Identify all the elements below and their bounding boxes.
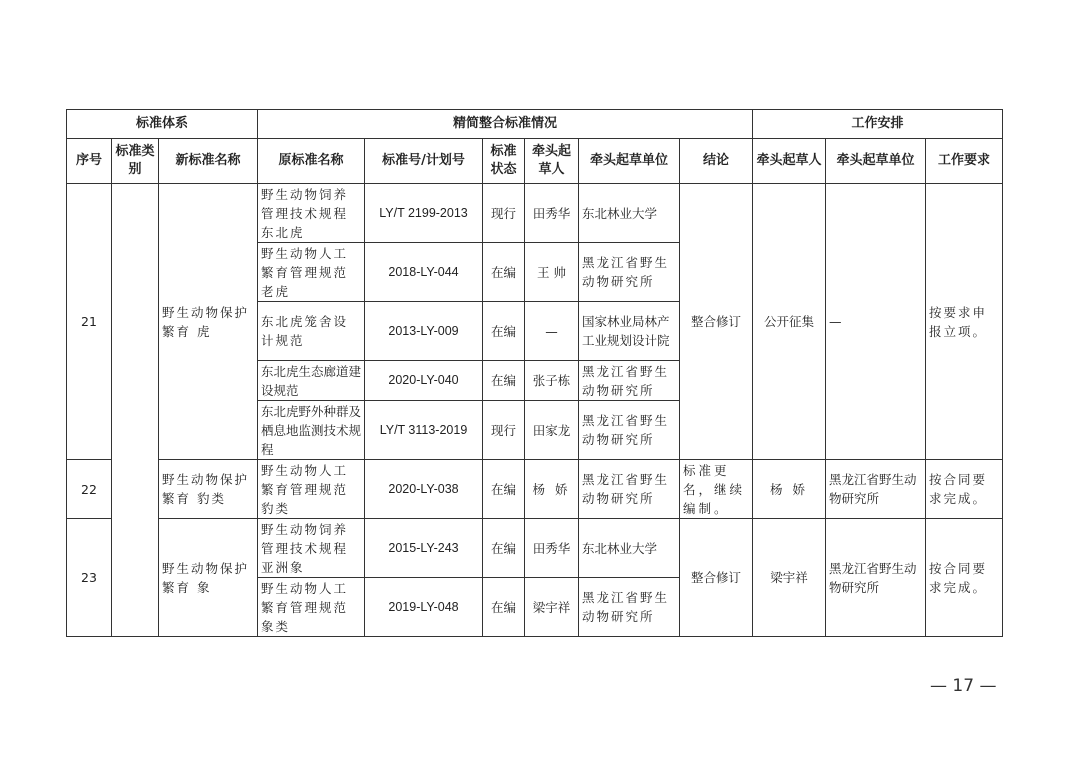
col-work-drafter: 牵头起草人 [753, 139, 826, 184]
drafter-cell: 梁宇祥 [525, 578, 579, 637]
drafter-cell: 杨 娇 [525, 460, 579, 519]
orig-name-cell: 野生动物人工繁育管理规范 豹类 [258, 460, 365, 519]
seq-cell: 21 [67, 184, 112, 460]
status-cell: 在编 [483, 302, 525, 361]
table-row [67, 184, 1003, 243]
drafter-cell: 张子栋 [525, 361, 579, 401]
std-no-cell: LY/T 3113-2019 [365, 401, 483, 460]
col-work-unit: 牵头起草单位 [826, 139, 926, 184]
status-cell: 在编 [483, 519, 525, 578]
table-row [67, 519, 1003, 578]
col-orig-name: 原标准名称 [258, 139, 365, 184]
unit-cell: 黑龙江省野生动物研究所 [579, 401, 680, 460]
new-name-cell: 野生动物保护繁育 象 [159, 519, 258, 637]
table-row [67, 460, 1003, 519]
std-no-cell: 2013-LY-009 [365, 302, 483, 361]
status-cell: 在编 [483, 243, 525, 302]
orig-name-cell: 野生动物饲养管理技术规程 亚洲象 [258, 519, 365, 578]
drafter-cell: 田家龙 [525, 401, 579, 460]
std-no-cell: 2020-LY-038 [365, 460, 483, 519]
status-cell: 在编 [483, 578, 525, 637]
requirement-cell: 按要求申报立项。 [926, 184, 1003, 460]
drafter-cell: 田秀华 [525, 184, 579, 243]
col-drafter: 牵头起草人 [525, 139, 579, 184]
standards-table [66, 109, 1003, 637]
unit-cell: 东北林业大学 [579, 519, 680, 578]
col-new-name: 新标准名称 [159, 139, 258, 184]
col-requirement: 工作要求 [926, 139, 1003, 184]
conclusion-cell: 整合修订 [680, 519, 753, 637]
orig-name-cell: 东北虎生态廊道建设规范 [258, 361, 365, 401]
seq-cell: 22 [67, 460, 112, 519]
requirement-cell: 按合同要求完成。 [926, 519, 1003, 637]
orig-name-cell: 东北虎笼舍设计规范 [258, 302, 365, 361]
orig-name-cell: 野生动物人工繁育管理规范 象类 [258, 578, 365, 637]
unit-cell: 东北林业大学 [579, 184, 680, 243]
unit-cell: 黑龙江省野生动物研究所 [579, 578, 680, 637]
std-no-cell: LY/T 2199-2013 [365, 184, 483, 243]
std-no-cell: 2020-LY-040 [365, 361, 483, 401]
seq-cell: 23 [67, 519, 112, 637]
status-cell: 在编 [483, 361, 525, 401]
unit-cell: 国家林业局林产工业规划设计院 [579, 302, 680, 361]
col-unit: 牵头起草单位 [579, 139, 680, 184]
header-integration-status: 精简整合标准情况 [258, 110, 753, 139]
drafter-cell: 王 帅 [525, 243, 579, 302]
col-conclusion: 结论 [680, 139, 753, 184]
work-unit-cell: 黑龙江省野生动物研究所 [826, 519, 926, 637]
unit-cell: 黑龙江省野生动物研究所 [579, 460, 680, 519]
page-number: — 17 — [930, 676, 997, 696]
work-drafter-cell: 杨 娇 [753, 460, 826, 519]
unit-cell: 黑龙江省野生动物研究所 [579, 361, 680, 401]
col-seq: 序号 [67, 139, 112, 184]
header-row-groups [67, 110, 1003, 139]
new-name-cell: 野生动物保护繁育 虎 [159, 184, 258, 460]
header-standard-system: 标准体系 [67, 110, 258, 139]
col-category: 标准类别 [112, 139, 159, 184]
work-drafter-cell: 梁宇祥 [753, 519, 826, 637]
orig-name-cell: 野生动物饲养管理技术规程 东北虎 [258, 184, 365, 243]
requirement-cell: 按合同要求完成。 [926, 460, 1003, 519]
status-cell: 现行 [483, 184, 525, 243]
status-cell: 在编 [483, 460, 525, 519]
orig-name-cell: 野生动物人工繁育管理规范 老虎 [258, 243, 365, 302]
conclusion-cell: 标准更名，继续编制。 [680, 460, 753, 519]
orig-name-cell: 东北虎野外种群及栖息地监测技术规程 [258, 401, 365, 460]
col-status: 标准状态 [483, 139, 525, 184]
std-no-cell: 2019-LY-048 [365, 578, 483, 637]
work-drafter-cell: 公开征集 [753, 184, 826, 460]
work-unit-cell: — [826, 184, 926, 460]
unit-cell: 黑龙江省野生动物研究所 [579, 243, 680, 302]
category-cell [112, 184, 159, 637]
drafter-cell: 田秀华 [525, 519, 579, 578]
drafter-cell: — [525, 302, 579, 361]
header-row-columns [67, 139, 1003, 184]
conclusion-cell: 整合修订 [680, 184, 753, 460]
work-unit-cell: 黑龙江省野生动物研究所 [826, 460, 926, 519]
status-cell: 现行 [483, 401, 525, 460]
new-name-cell: 野生动物保护繁育 豹类 [159, 460, 258, 519]
std-no-cell: 2015-LY-243 [365, 519, 483, 578]
header-work-arrangement: 工作安排 [753, 110, 1003, 139]
col-std-no: 标准号/计划号 [365, 139, 483, 184]
std-no-cell: 2018-LY-044 [365, 243, 483, 302]
